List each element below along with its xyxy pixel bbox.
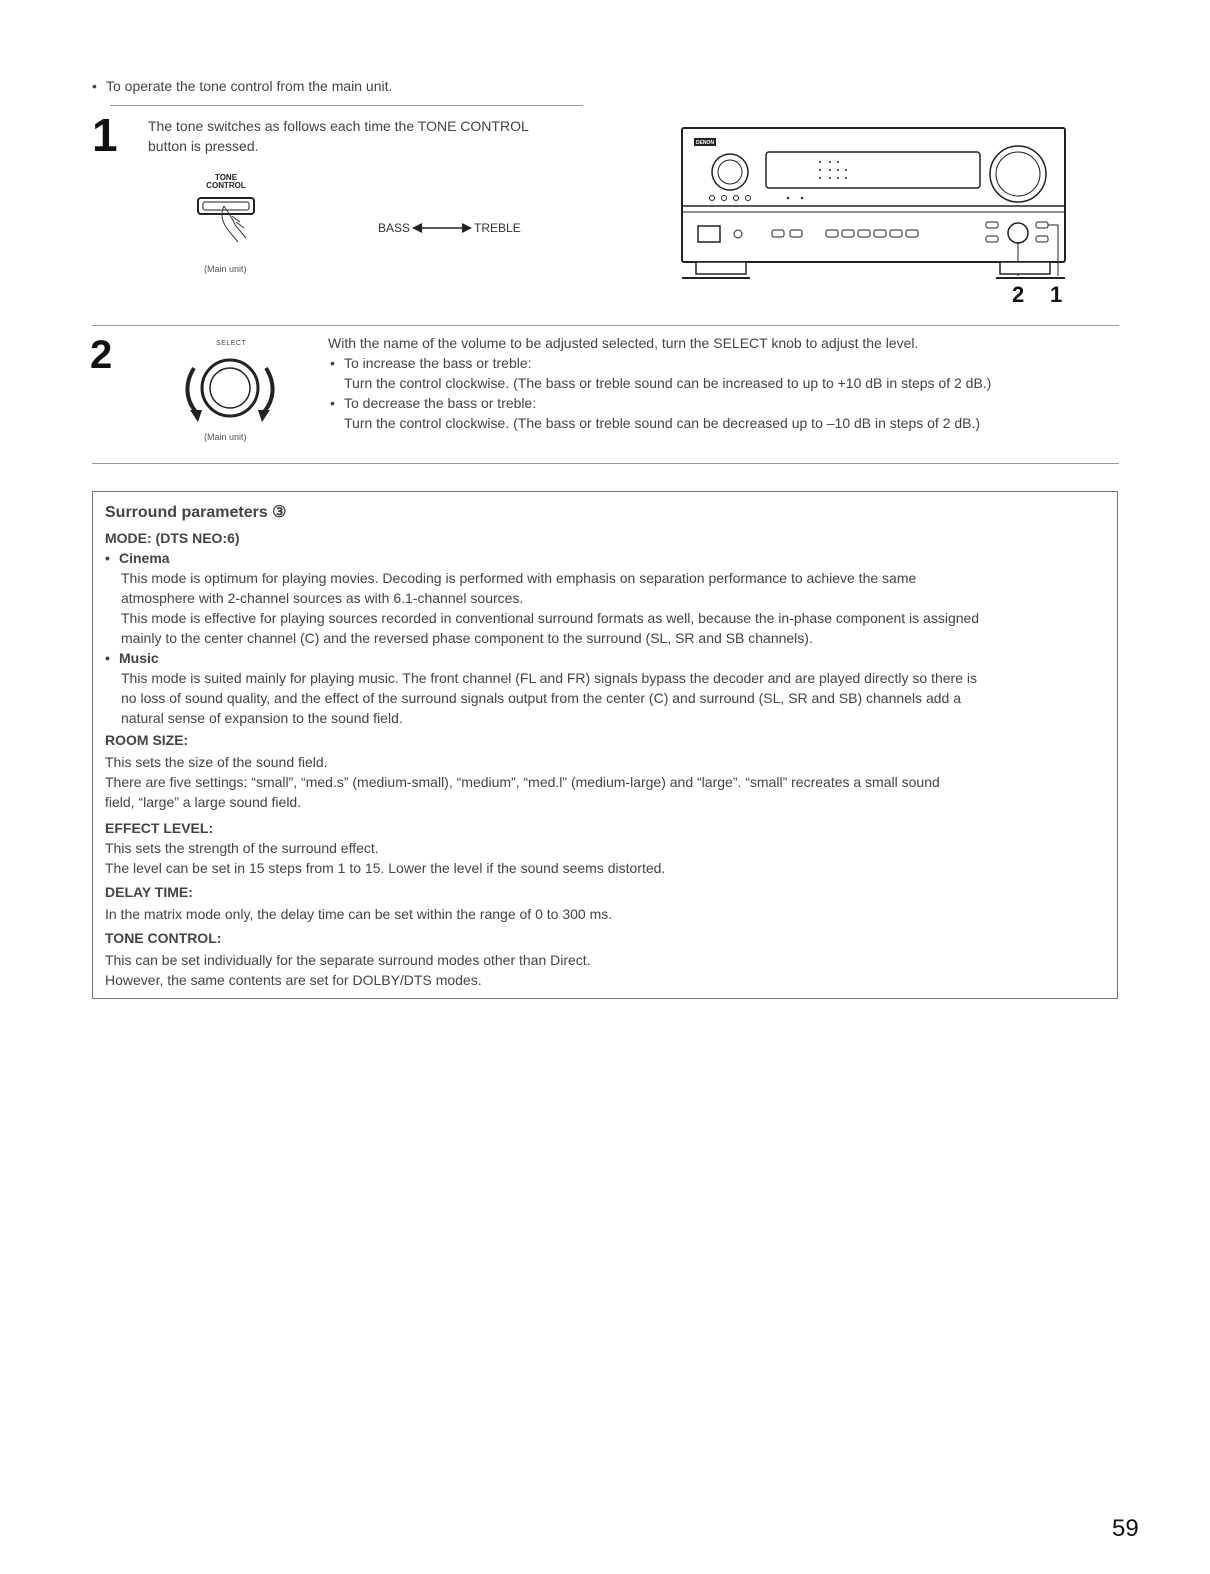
callout-1: 1 (1050, 282, 1063, 307)
step-1-text: The tone switches as follows each time the TONE CONTROL button is pressed. (148, 118, 529, 154)
divider (92, 325, 1119, 326)
callout-2: 2 (1012, 282, 1025, 307)
tone-control-button-illustration: TONE CONTROL (188, 172, 278, 262)
select-knob-icon (172, 348, 288, 432)
receiver-illustration (680, 126, 1070, 286)
step-2-number: 2 (90, 333, 113, 377)
delay-time-heading: DELAY TIME: (105, 884, 193, 900)
step-2-text: With the name of the volume to be adjusted selected, turn the SELECT knob to adjust the level. • To increase the bass or treble: Turn the control clockwise. (The bass or treble sound can be increased to up to +10 dB in steps of 2 dB.) • To decrease the bass or treble: Turn the control clockwise. (The bass or treble sound can be decreased up to –10 dB in steps of 2 dB.) (328, 333, 1108, 433)
surround-parameters-box: Surround parameters ③ MODE: (DTS NEO:6) • Cinema This mode is optimum for playing movies. Decoding is performed with emphasis on separation performance to achieve the same atmosphere with 2-channel sources as with 6.1-channel sources. This mode is effective for playing sources recorded in conventional surround formats as well, because the in-phase component is assigned mainly to the center channel (C) and the reversed phase component to the surround (SL, SR and SB channels). • Music This mode is suited mainly for playing music. The front channel (FL and FR) signals bypass the decoder and are played directly so there is no loss of sound quality, and the effect of the surround signals output from the center (C) and surround (SL, SR and SB) channels add a natural sense of expansion to the sound field. ROOM SIZE: This sets the size of the sound field. There are five settings: “small”, “med.s” (medium-small), “medium”, “med.l” (medium-large) and “large”. “small” recreates a small sound field, “large” a large sound field. EFFECT LEVEL: This sets the strength of the surround effect. The level can be set in 15 steps from 1 to 15. Lower the level if the sound seems distorted. DELAY TIME: In the matrix mode only, the delay time can be set within the range of 0 to 300 ms. TONE CONTROL: This can be set individually for the separate surround modes other than Direct. However, the same contents are set for DOLBY/DTS modes. (92, 491, 1118, 999)
room-size-heading: ROOM SIZE: (105, 732, 189, 748)
cinema-label: • Cinema (105, 548, 1119, 568)
increase-bullet: • To increase the bass or treble: (330, 353, 1108, 373)
music-label: • Music (105, 648, 1119, 668)
main-unit-caption-1: (Main unit) (204, 264, 247, 274)
receiver-front-panel (680, 126, 1070, 316)
mode-heading: MODE: (DTS NEO:6) (105, 530, 240, 546)
main-unit-caption-2: (Main unit) (204, 432, 247, 442)
divider (110, 105, 583, 106)
double-arrow-icon (412, 222, 472, 234)
divider (92, 463, 1119, 464)
effect-level-heading: EFFECT LEVEL: (105, 820, 214, 836)
select-knob-label: SELECT (216, 340, 247, 347)
page-number: 59 (1112, 1515, 1139, 1542)
tone-control-heading: TONE CONTROL: (105, 930, 222, 946)
decrease-bullet: • To decrease the bass or treble: (330, 393, 1108, 413)
bass-treble-cycle (378, 221, 521, 235)
receiver-brand: DENON (695, 140, 715, 146)
treble-label: TREBLE (474, 221, 521, 235)
step-1-number: 1 (92, 109, 118, 161)
bass-label: BASS (378, 221, 411, 235)
surround-title: Surround parameters ③ (105, 504, 287, 521)
intro-bullet: • To operate the tone control from the main unit. (92, 76, 606, 96)
pressing-hand-icon (188, 192, 278, 262)
